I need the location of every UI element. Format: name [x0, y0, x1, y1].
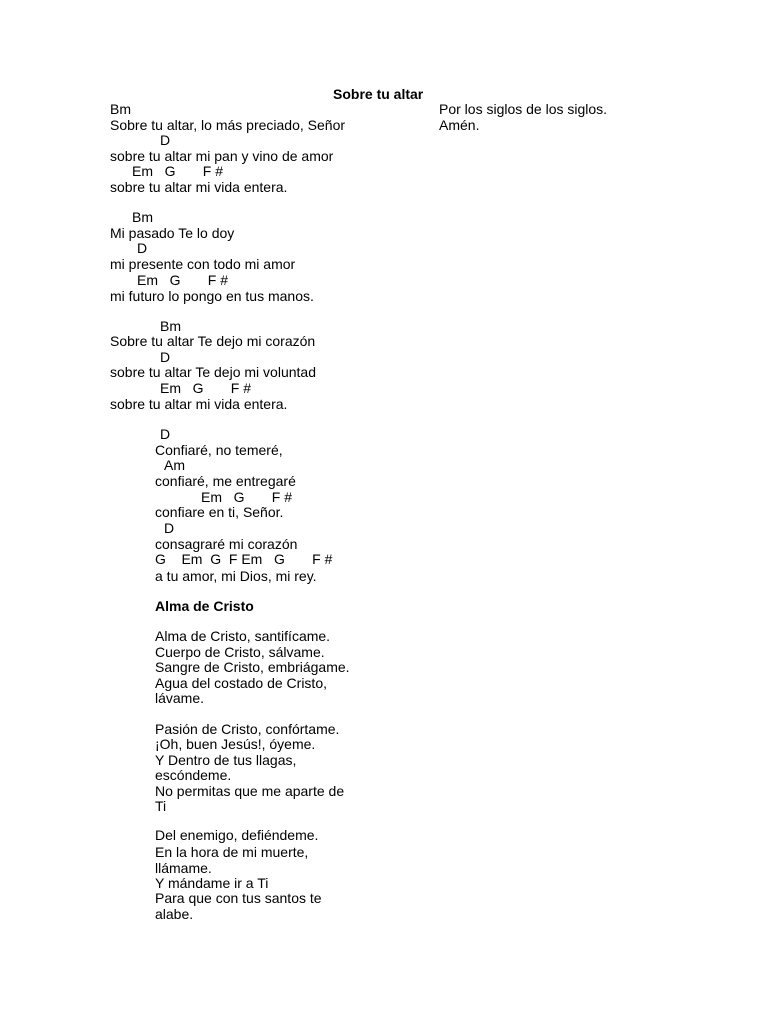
chord-line: Em G F # [160, 380, 252, 396]
chord-line: Em G F # [137, 272, 229, 288]
prayer-line: En la hora de mi muerte, [155, 844, 309, 860]
prayer-line: Ti [155, 798, 167, 814]
right-column-line: Por los siglos de los siglos. [439, 101, 608, 117]
prayer-line: Del enemigo, defiéndeme. [155, 827, 319, 843]
chord-line: G Em G F Em G F # [155, 551, 333, 567]
lyric-line: sobre tu altar Te dejo mi voluntad [110, 364, 316, 380]
chord-line: D [137, 240, 148, 256]
prayer-line: Y Dentro de tus llagas, [155, 752, 297, 768]
prayer-line: Y mándame ir a Ti [155, 875, 269, 891]
right-column-line: Amén. [439, 117, 480, 133]
chord-line: D [164, 520, 175, 536]
prayer-line: Alma de Cristo, santifícame. [155, 628, 331, 644]
prayer-line: Para que con tus santos te [155, 890, 322, 906]
chord-line: D [160, 132, 171, 148]
lyric-line: Sobre tu altar Te dejo mi corazón [110, 333, 316, 349]
lyric-line: confiare en ti, Señor. [155, 504, 284, 520]
prayer-title: Alma de Cristo [155, 598, 254, 614]
prayer-line: ¡Oh, buen Jesús!, óyeme. [155, 736, 316, 752]
lyric-line: confiaré, me entregaré [155, 473, 296, 489]
prayer-line: Agua del costado de Cristo, [155, 675, 327, 691]
lyric-line: a tu amor, mi Dios, mi rey. [155, 568, 317, 584]
chord-line: D [160, 426, 171, 442]
lyric-line: sobre tu altar mi vida entera. [110, 179, 288, 195]
prayer-line: alabe. [155, 906, 194, 922]
prayer-line: Cuerpo de Cristo, sálvame. [155, 644, 325, 660]
chord-line: Em G F # [201, 489, 293, 505]
prayer-line: No permitas que me aparte de [155, 783, 345, 799]
prayer-line: llámame. [155, 860, 212, 876]
lyric-line: consagraré mi corazón [155, 536, 298, 552]
prayer-line: lávame. [155, 690, 205, 706]
lyric-line: sobre tu altar mi vida entera. [110, 396, 288, 412]
prayer-line: escóndeme. [155, 767, 232, 783]
chord-line: Bm [110, 101, 131, 117]
lyric-line: Sobre tu altar, lo más preciado, Señor [110, 117, 346, 133]
prayer-line: Pasión de Cristo, confórtame. [155, 721, 340, 737]
chord-line: Am [164, 457, 185, 473]
chord-line: D [160, 349, 171, 365]
lyric-line: sobre tu altar mi pan y vino de amor [110, 148, 334, 164]
chord-line: Bm [160, 318, 181, 334]
lyric-line: Confiaré, no temeré, [155, 442, 283, 458]
lyric-line: mi futuro lo pongo en tus manos. [110, 288, 314, 304]
prayer-line: Sangre de Cristo, embriágame. [155, 659, 350, 675]
chord-line: Bm [132, 209, 153, 225]
lyric-line: Mi pasado Te lo doy [110, 225, 235, 241]
chord-line: Em G F # [132, 163, 224, 179]
lyric-line: mi presente con todo mi amor [110, 256, 296, 272]
song-title: Sobre tu altar [333, 86, 424, 102]
